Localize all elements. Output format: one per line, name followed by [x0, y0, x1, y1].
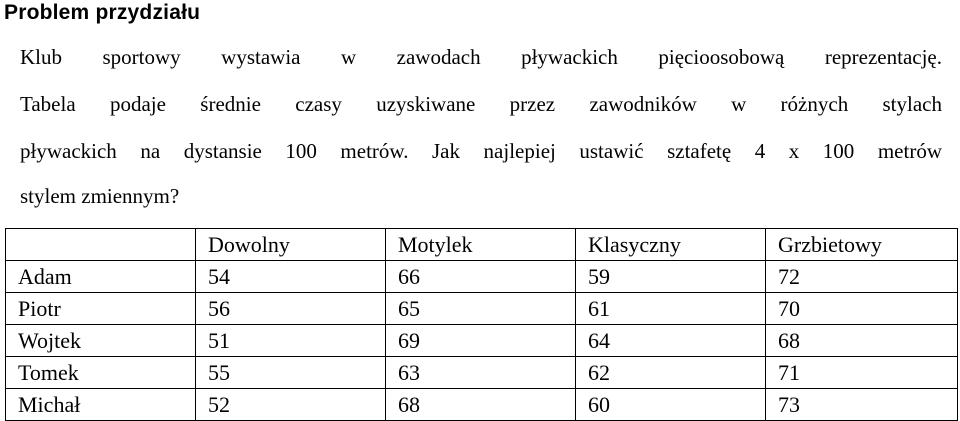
table-row — [6, 325, 958, 357]
time-cell: 54 — [196, 261, 386, 293]
time-cell: 69 — [386, 325, 576, 357]
time-cell: 52 — [196, 389, 386, 421]
time-cell: 51 — [196, 325, 386, 357]
time-cell: 64 — [576, 325, 766, 357]
time-cell: 66 — [386, 261, 576, 293]
swimmer-name-cell: Adam — [6, 261, 196, 293]
time-cell: 60 — [576, 389, 766, 421]
swimmer-name-cell: Piotr — [6, 293, 196, 325]
paragraph-line: pływackich na dystansie 100 metrów. Jak najlepiej ustawić sztafetę 4 x 100 metrów — [20, 139, 942, 163]
time-cell: 63 — [386, 357, 576, 389]
table-row — [6, 357, 958, 389]
time-cell: 73 — [766, 389, 958, 421]
time-cell: 59 — [576, 261, 766, 293]
paragraph-line: Klub sportowy wystawia w zawodach pływackich pięcioosobową reprezentację. — [20, 45, 942, 69]
paragraph-line: stylem zmiennym? — [20, 184, 180, 208]
time-cell: 55 — [196, 357, 386, 389]
swimmer-name-cell: Tomek — [6, 357, 196, 389]
column-header: Klasyczny — [576, 229, 766, 261]
table-header-row — [6, 229, 958, 261]
table-row — [6, 261, 958, 293]
time-cell: 61 — [576, 293, 766, 325]
column-header: Dowolny — [196, 229, 386, 261]
column-header: Motylek — [386, 229, 576, 261]
time-cell: 62 — [576, 357, 766, 389]
column-header: Grzbietowy — [766, 229, 958, 261]
swimmer-name-cell: Wojtek — [6, 325, 196, 357]
time-cell: 68 — [766, 325, 958, 357]
swim-times-table — [5, 228, 958, 421]
time-cell: 72 — [766, 261, 958, 293]
swimmer-name-cell: Michał — [6, 389, 196, 421]
time-cell: 71 — [766, 357, 958, 389]
time-cell: 70 — [766, 293, 958, 325]
time-cell: 65 — [386, 293, 576, 325]
document-title: Problem przydziału — [4, 1, 201, 24]
table-row — [6, 293, 958, 325]
corner-cell — [6, 229, 196, 261]
time-cell: 68 — [386, 389, 576, 421]
table-row — [6, 389, 958, 421]
paragraph-line: Tabela podaje średnie czasy uzyskiwane przez zawodników w różnych stylach — [20, 92, 942, 116]
time-cell: 56 — [196, 293, 386, 325]
